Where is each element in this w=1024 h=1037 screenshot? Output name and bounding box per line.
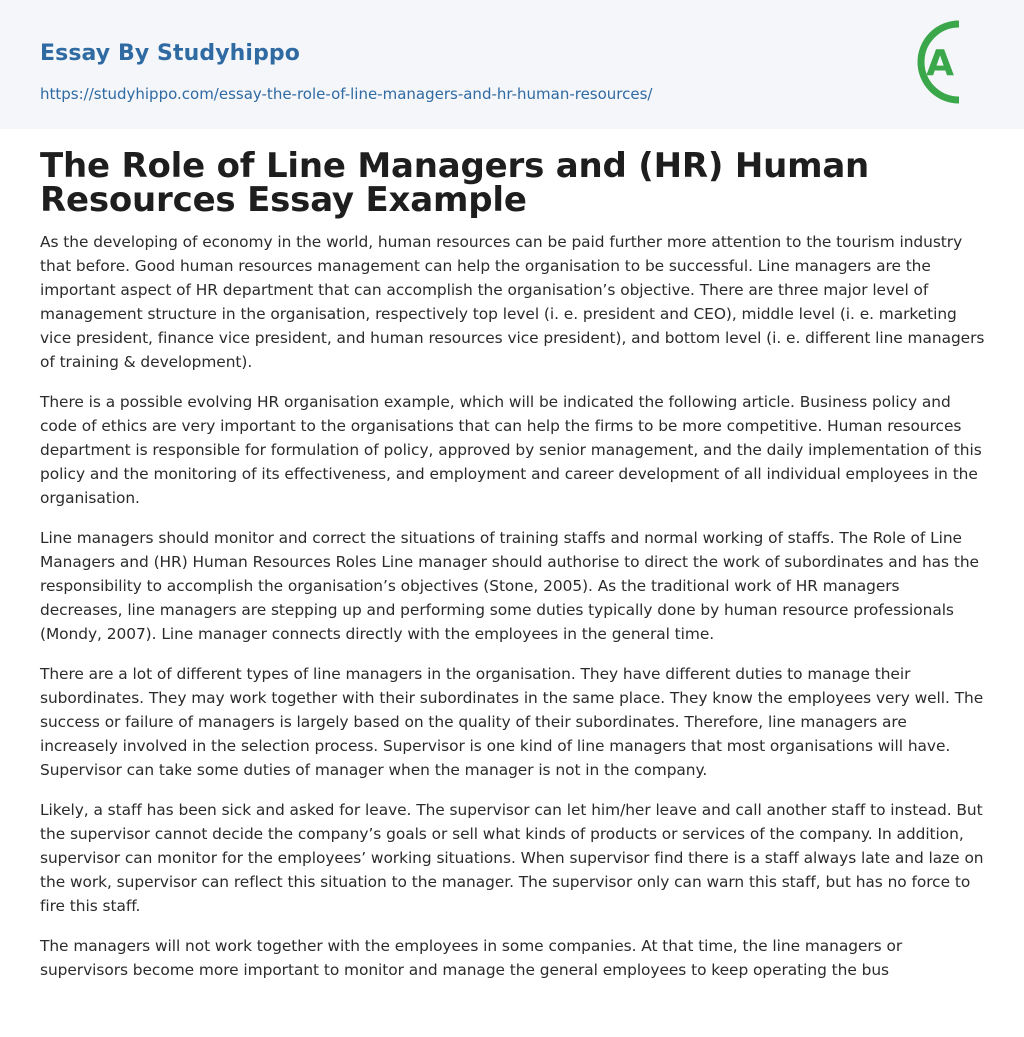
essay-url-link[interactable]: https://studyhippo.com/essay-the-role-of-line-managers-and-hr-human-resources/ — [40, 85, 653, 103]
studyhippo-a-logo-icon[interactable] — [912, 19, 986, 105]
article-paragraph: Likely, a staff has been sick and asked for leave. The supervisor can let him/her leave and call another staff to instead. But the supervisor cannot decide the company’s goals or sell what kinds of products or services of the company. In addition, supervisor can monitor for the employees’ working situations. When supervisor find there is a staff always late and laze on the work, supervisor can reflect this situation to the manager. The supervisor only can warn this staff, but has no force to fire this staff. — [40, 801, 984, 915]
article — [40, 146, 986, 982]
site-brand[interactable]: Essay By Studyhippo — [40, 41, 300, 66]
site-header — [0, 0, 1024, 129]
article-paragraph: The managers will not work together with the employees in some companies. At that time, the line managers or supervisors become more important to monitor and manage the general employees to keep operating the bus — [40, 937, 903, 979]
article-paragraph: As the developing of economy in the world, human resources can be paid further more attention to the tourism industry that before. Good human resources management can help the organisation to be successful. Line managers are the important aspect of HR department that can accomplish the organisation’s objective. There are three major level of management structure in the organisation, respectively top level (i. e. president and CEO), middle level (i. e. marketing vice president, finance vice president, and human resources vice president), and bottom level (i. e. different line managers of training & development). — [40, 233, 985, 371]
article-paragraph: There is a possible evolving HR organisation example, which will be indicated the following article. Business policy and code of ethics are very important to the organisations that can help the firms to be more competitive. Human resources department is responsible for formulation of policy, approved by senior management, and the daily implementation of this policy and the monitoring of its effectiveness, and employment and career development of all individual employees in the organisation. — [40, 393, 982, 507]
article-title: The Role of Line Managers and (HR) Human Resources Essay Example — [40, 146, 870, 220]
logo-letter: A — [926, 43, 954, 84]
article-paragraph: There are a lot of different types of line managers in the organisation. They have different duties to manage their subordinates. They may work together with their subordinates in the same place. They know the employees very well. The success or failure of managers is largely based on the quality of their subordinates. Therefore, line managers are increasely involved in the selection process. Supervisor is one kind of line managers that most organisations will have. Supervisor can take some duties of manager when the manager is not in the company. — [40, 665, 984, 779]
article-paragraph: Line managers should monitor and correct the situations of training staffs and normal working of staffs. The Role of Line Managers and (HR) Human Resources Roles Line manager should authorise to direct the work of subordinates and has the responsibility to accomplish the organisation’s objectives (Stone, 2005). As the traditional work of HR managers decreases, line managers are stepping up and performing some duties typically done by human resource professionals (Mondy, 2007). Line manager connects directly with the employees in the general time. — [40, 529, 979, 643]
